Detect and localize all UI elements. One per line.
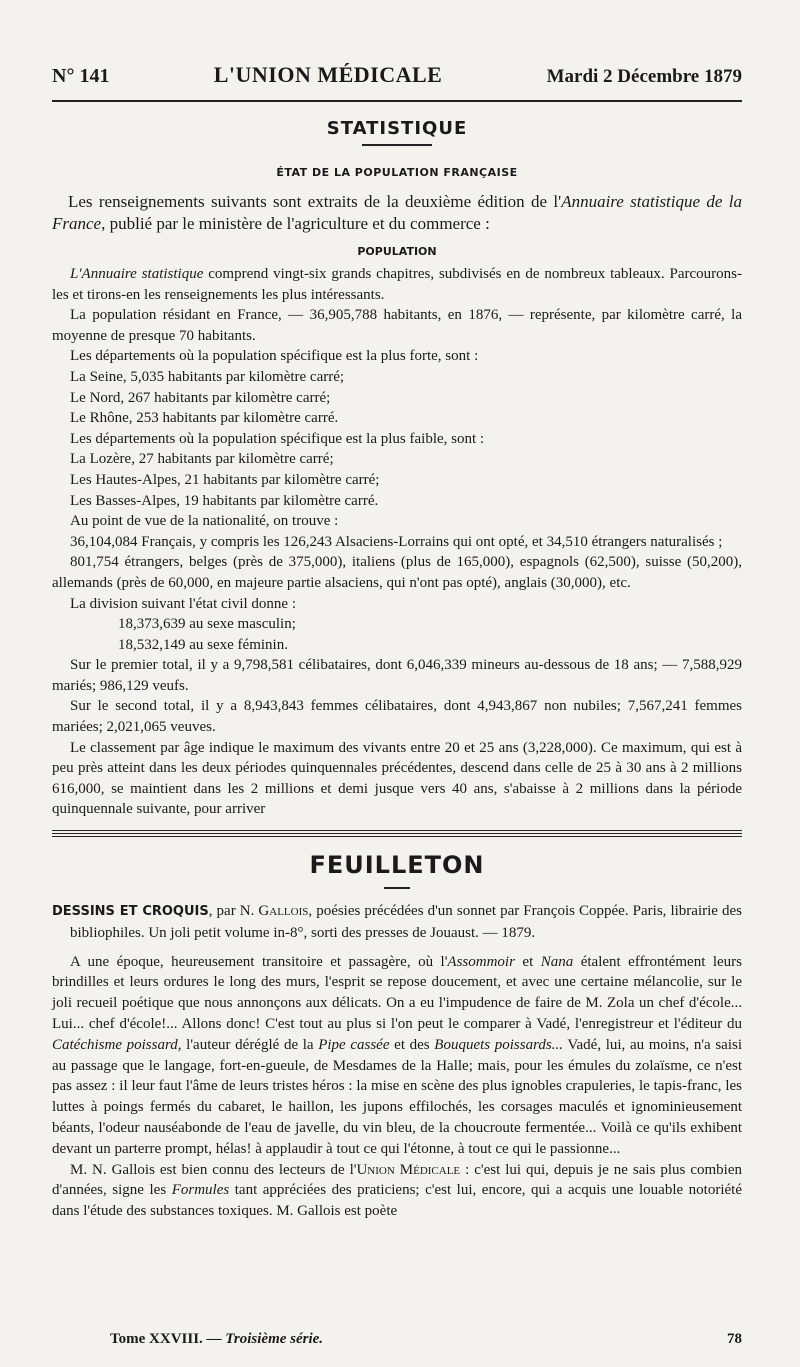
page-header: [52, 62, 742, 96]
issue-number: N° 141: [52, 65, 110, 87]
list-item: 18,532,149 au sexe féminin.: [118, 636, 288, 653]
paragraph: Les départements où la population spécifique est la plus forte, sont :: [70, 348, 479, 365]
list-item: Les Basses-Alpes, 19 habitants par kilomètre carré.: [70, 492, 379, 509]
paragraph: A une époque, heureusement transitoire et passagère, où l'Assommoir et Nana étalent effrontément leurs brindilles et leurs ordures le long des murs, l'esprit se repose doucement, et avec une certaine mélancolie, sur le joli recueil poétique que nous annonçons aux délicats. On a eu l'impudence de faire de M. Zola un chef d'école... Lui... chef d'école!... Allons donc! C'est tout au plus si l'on peut le comparer à Vadé, l'enregistreur et l'éditeur du Catéchisme poissard, l'auteur déréglé de la Pipe cassée et des Bouquets poissards... Vadé, lui, au moins, n'a saisi au passage que le langage, fort-en-gueule, de Mesdames de la Halle; mais, pour les émules du zolaïsme, ce n'est pas assez : il leur faut l'âme de leurs tristes héros : la mise en scène des plus ignobles crapuleries, le tapis-franc, les luttes à poings fermés du cabaret, le haillon, les jupons effilochés, les corsages maculés et ignominieusement béants, l'odeur nauséabonde de l'eau de javelle, du vin bleu, de la choucroute fermentée... Voilà ce qu'ils exhibent devant un parterre prompt, hélas! à applaudir à tout ce qui l'étonne, à tout ce qui le passionne...: [52, 953, 743, 1157]
title-underline: [384, 887, 410, 889]
paragraph: 36,104,084 Français, y compris les 126,243 Alsaciens-Lorrains qui ont opté, et 34,510 étrangers naturalisés ;: [70, 533, 723, 550]
list-item: Le Rhône, 253 habitants par kilomètre carré.: [70, 410, 339, 427]
section-subtitle: ÉTAT DE LA POPULATION FRANÇAISE: [276, 166, 518, 179]
book-reference: DESSINS ET CROQUIS, par N. Gallois, poésies précédées d'un sonnet par François Coppée. Paris, librairie des bibliophiles. Un joli petit volume in-8°, sorti des presses de Jouaust. — 1879.: [52, 903, 742, 941]
paragraph: M. N. Gallois est bien connu des lecteurs de l'Union Médicale : c'est lui qui, depuis je ne sais plus combien d'années, signe les Formules tant appréciées des praticiens; c'est lui, encore, qui a acquis une louable notoriété dans l'étude des substances toxiques. M. Gallois est poète: [52, 1161, 742, 1220]
statistique-body: [52, 264, 742, 820]
paragraph: 801,754 étrangers, belges (près de 375,000), italiens (plus de 165,000), espagnols (62,500), suisse (50,200), allemands (près de 60,000, en majeure partie alsaciens, qui n'ont pas opté), anglais (30,000), etc.: [52, 554, 742, 591]
paragraph: Au point de vue de la nationalité, on trouve :: [70, 513, 339, 530]
list-item: Les Hautes-Alpes, 21 habitants par kilomètre carré;: [70, 471, 380, 488]
paragraph: Sur le premier total, il y a 9,798,581 célibataires, dont 6,046,339 mineurs au-dessous de 18 ans; — 7,588,929 mariés; 986,129 veufs.: [52, 657, 742, 694]
paragraph: L'Annuaire statistique comprend vingt-six grands chapitres, subdivisés en de nombreux tableaux. Parcourons-les et tirons-en les renseignements les plus intéressants.: [52, 266, 742, 303]
volume-info: Tome XXVIII. — Troisième série.: [110, 1331, 324, 1347]
issue-date: Mardi 2 Décembre 1879: [546, 66, 742, 87]
paragraph: La division suivant l'état civil donne :: [70, 595, 296, 612]
title-underline: [362, 144, 432, 146]
list-item: 18,373,639 au sexe masculin;: [118, 616, 296, 633]
population-heading: POPULATION: [357, 245, 437, 258]
paragraph: Les départements où la population spécifique est la plus faible, sont :: [70, 430, 485, 447]
feuilleton-divider: [52, 830, 742, 837]
list-item: La Lozère, 27 habitants par kilomètre carré;: [70, 451, 334, 468]
feuilleton-body: [52, 901, 742, 1222]
section-title-feuilleton: FEUILLETON: [309, 851, 485, 880]
section-title-statistique: STATISTIQUE: [326, 118, 468, 139]
paragraph: Sur le second total, il y a 8,943,843 femmes célibataires, dont 4,943,867 non nubiles; 7,567,241 femmes mariées; 2,021,065 veuves.: [52, 698, 742, 736]
list-item: La Seine, 5,035 habitants par kilomètre carré;: [70, 368, 345, 385]
header-rule: [52, 100, 742, 102]
list-item: Le Nord, 267 habitants par kilomètre carré;: [70, 389, 331, 406]
intro-paragraph: Les renseignements suivants sont extraits de la deuxième édition de l'Annuaire statistique de la France, publié par le ministère de l'agriculture et du commerce :: [52, 192, 742, 233]
paragraph: Le classement par âge indique le maximum des vivants entre 20 et 25 ans (3,228,000). Ce maximum, qui est à peu près atteint dans les deux périodes quinquennales précédentes, descend dans celle de 25 à 30 ans à 2 millions 616,000, se maintient dans les 2 millions et demi jusque vers 40 ans, s'abaisse à 2 millions dans la période quinquennale suivante, pour arriver: [52, 739, 742, 818]
page-number: 78: [727, 1331, 742, 1347]
journal-title: L'UNION MÉDICALE: [213, 62, 443, 87]
page-footer: [110, 1331, 742, 1348]
paragraph: La population résidant en France, — 36,905,788 habitants, en 1876, — représente, par kilomètre carré, la moyenne de presque 70 habitants.: [52, 307, 742, 344]
